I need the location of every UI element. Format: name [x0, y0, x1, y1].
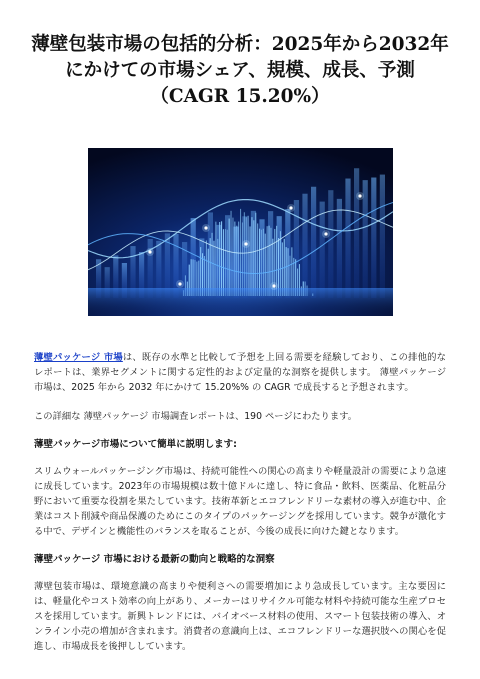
spike-decoration [229, 219, 230, 296]
title-line-1: 薄壁包装市場の包括的分析：2025年から2032年 [31, 34, 449, 55]
spike-decoration [223, 229, 224, 296]
market-link[interactable]: 薄壁パッケージ 市場 [34, 352, 123, 363]
spike-decoration [259, 229, 260, 296]
spike-decoration [263, 229, 264, 296]
spike-decoration [215, 222, 216, 296]
glow-node [358, 194, 361, 197]
spike-decoration [240, 209, 241, 296]
glow-node [324, 232, 327, 235]
title-line-2: にかけての市場シェア、規模、成長、予測 [65, 60, 415, 81]
spike-decoration [232, 218, 233, 296]
spike-decoration [280, 231, 281, 296]
market-growth-chart-image [88, 148, 393, 316]
spike-decoration [255, 213, 256, 296]
glow-node [289, 206, 292, 209]
spike-decoration [227, 230, 228, 296]
bg-bar-decoration [328, 190, 333, 298]
glow-node [178, 282, 181, 285]
spike-decoration [265, 234, 266, 296]
spike-decoration [261, 230, 262, 296]
glow-node [204, 226, 207, 229]
intro-text: は、既存の水準と比較して予想を上回る需要を経験しており、この排他的なレポートは、業界セグメントに関する定性的および定量的な洞察を提供します。 薄壁パッケージ 市場は、2025 年から 2032 年にかけて 15.20%% の CAGR で成長すると予想されます。 [34, 352, 446, 393]
section-paragraph-trends: 薄壁包装市場は、環境意識の高まりや便利さへの需要増加により急成長しています。主な要因には、軽量化やコスト効率の向上があり、メーカーはリサイクル可能な材料や持続可能な生産プロセスを採用しています。新興トレンドには、バイオベース材料の使用、スマート包装技術の導入、オンライン小売の増加が含まれます。消費者の意識向上は、エコフレンドリーな選択肢への関心を促進し、市場成長を後押ししています。 [34, 581, 446, 652]
section-paragraph-overview: スリムウォールパッケージング市場は、持続可能性への関心の高まりや軽量設計の需要により急速に成長しています。2023年の市場規模は数十億ドルに達し、特に食品・飲料、医薬品、化粧品分野において重要な役割を果たしています。技術革新とエコフレンドリーな素材の導入が進む中、企業はコスト削減や商品保護のためにこのタイプのパッケージングを採用しています。競争が激化する中で、デザインと機能性のバランスを取ることが、今後の成長に向けた鍵となります。 [34, 466, 446, 537]
spike-decoration [246, 217, 247, 296]
bg-bar-decoration [337, 199, 342, 298]
bg-bar-decoration [354, 168, 359, 298]
spike-decoration [244, 212, 245, 296]
spike-decoration [248, 216, 249, 296]
spike-decoration [231, 211, 232, 296]
section-heading-overview: 薄壁パッケージ市場について簡単に説明します: [34, 439, 237, 450]
bg-bar-decoration [345, 179, 350, 298]
spike-decoration [225, 229, 226, 296]
glow-node [272, 284, 275, 287]
bg-bar-decoration [311, 187, 316, 298]
spike-decoration [253, 220, 254, 296]
bg-bar-decoration [320, 202, 325, 298]
spike-decoration [213, 241, 214, 296]
spike-decoration [267, 226, 268, 296]
spike-decoration [257, 223, 258, 296]
glow-node [244, 242, 247, 245]
spike-decoration [206, 240, 207, 296]
spike-decoration [236, 226, 237, 296]
spike-decoration [238, 222, 239, 296]
spike-decoration [282, 242, 283, 296]
spike-decoration [221, 221, 222, 296]
pages-note: この詳細な 薄壁パッケージ 市場調査レポートは、190 ページにわたります。 [34, 411, 357, 422]
spike-decoration [234, 222, 235, 296]
intro-paragraph [34, 350, 446, 395]
section-heading-trends: 薄壁パッケージ 市場における最新の動向と戦略的な洞察 [34, 554, 275, 565]
spike-decoration [242, 222, 243, 296]
title-line-3: （CAGR 15.20%） [150, 86, 330, 107]
spike-decoration [219, 222, 220, 296]
glow-node [148, 250, 151, 253]
spike-decoration [212, 233, 213, 296]
spike-decoration [269, 226, 270, 296]
spike-decoration [251, 217, 252, 296]
bg-bar-decoration [380, 175, 385, 298]
bg-bar-decoration [371, 178, 376, 298]
spike-decoration [278, 238, 279, 296]
spike-decoration [210, 238, 211, 296]
article-body [34, 350, 446, 668]
hero-illustration [88, 148, 393, 316]
spike-decoration [250, 226, 251, 296]
page-title [22, 32, 458, 110]
bg-bar-decoration [216, 225, 221, 298]
